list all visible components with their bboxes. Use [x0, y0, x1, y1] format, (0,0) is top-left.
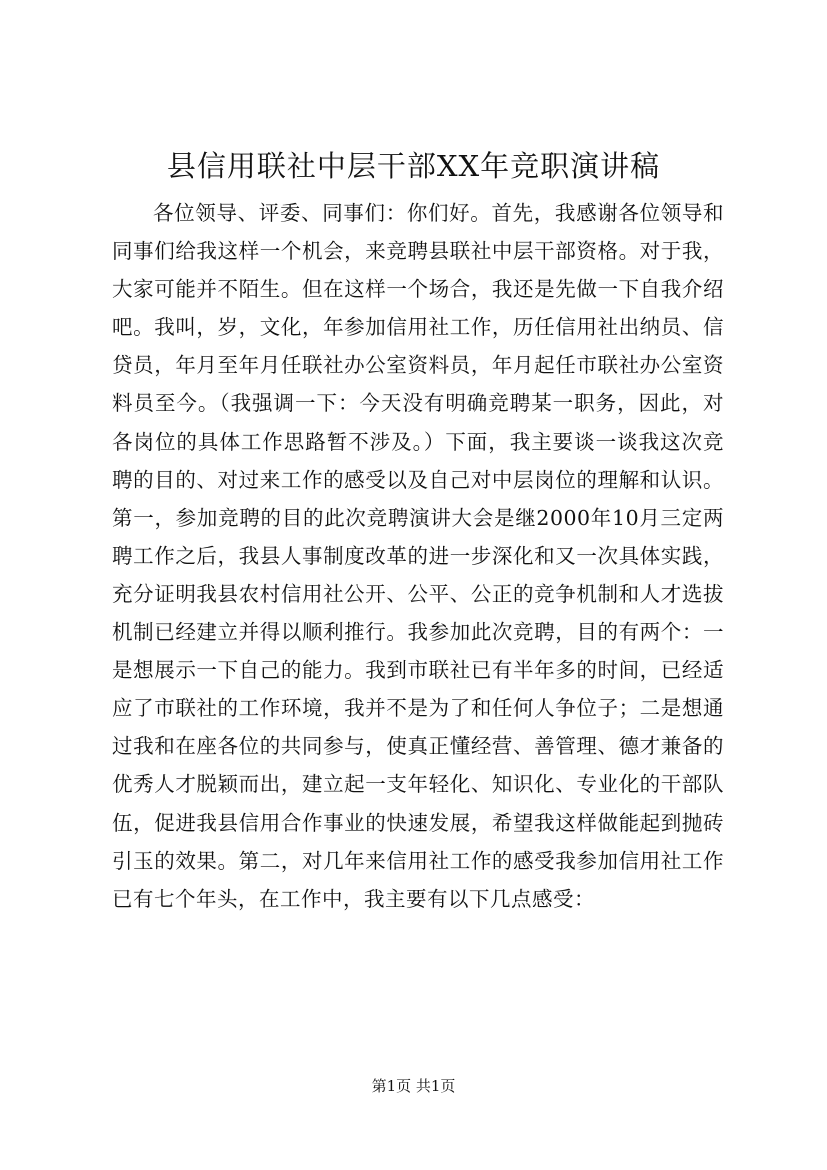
document-body-paragraph: 各位领导、评委、同事们：你们好。首先，我感谢各位领导和同事们给我这样一个机会，来竞聘县联社中层干部资格。对于我，大家可能并不陌生。但在这样一个场合，我还是先做一下自我介绍吧。我叫，岁，文化，年参加信用社工作，历任信用社出纳员、信贷员，年月至年月任联社办公室资料员，年月起任市联社办公室资料员至今。（我强调一下：今天没有明确竞聘某一职务，因此，对各岗位的具体工作思路暂不涉及。）下面，我主要谈一谈我这次竞聘的目的、对过来工作的感受以及自己对中层岗位的理解和认识。第一，参加竞聘的目的此次竞聘演讲大会是继2000年10月三定两聘工作之后，我县人事制度改革的进一步深化和又一次具体实践，充分证明我县农村信用社公开、公平、公正的竞争机制和人才选拔机制已经建立并得以顺利推行。我参加此次竞聘，目的有两个：一是想展示一下自己的能力。我到市联社已有半年多的时间，已经适应了市联社的工作环境，我并不是为了和任何人争位子；二是想通过我和在座各位的共同参与，使真正懂经营、善管理、德才兼备的优秀人才脱颖而出，建立起一支年轻化、知识化、专业化的干部队伍，促进我县信用合作事业的快速发展，希望我这样做能起到抛砖引玉的效果。第二，对几年来信用社工作的感受我参加信用社工作已有七个年头，在工作中，我主要有以下几点感受： [112, 201, 724, 911]
page-footer: 第1页 共1页 [371, 1077, 456, 1095]
document-title: 县信用联社中层干部XX年竞职演讲稿 [166, 149, 661, 183]
